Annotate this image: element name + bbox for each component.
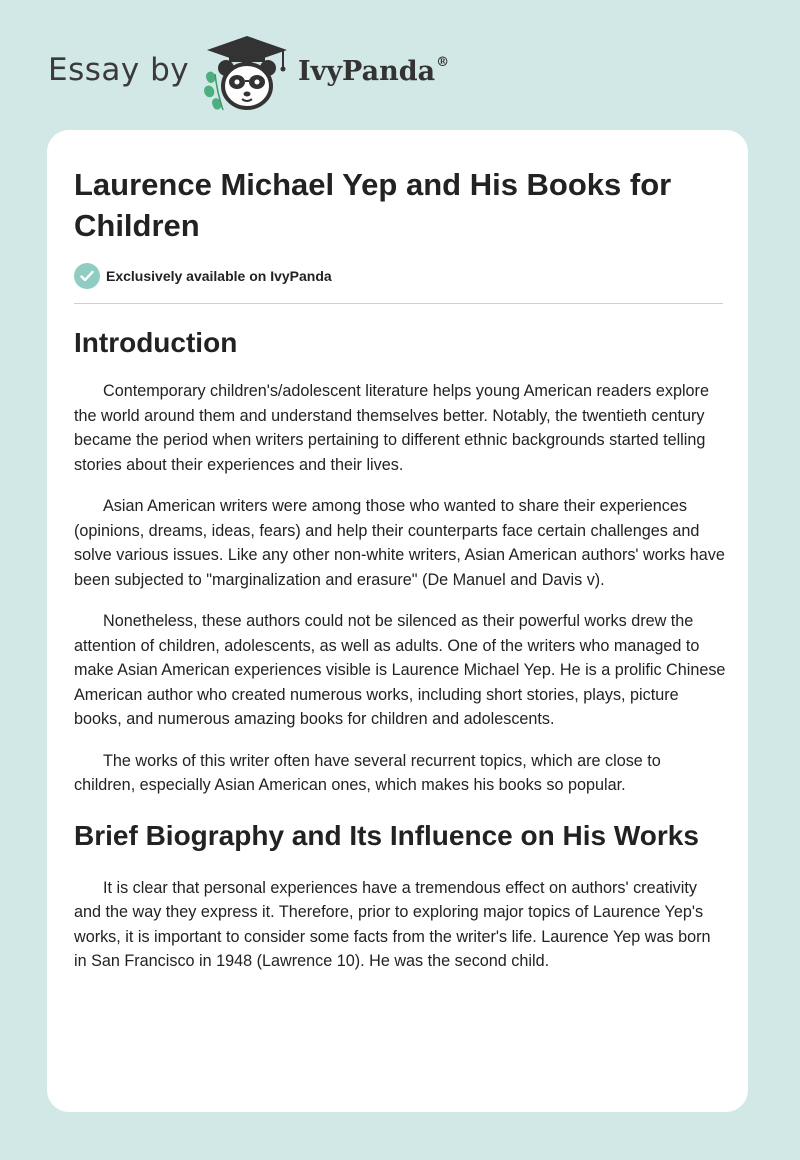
- title-divider: [74, 303, 723, 304]
- check-circle-icon: [74, 263, 100, 289]
- page-title: Laurence Michael Yep and His Books for Children: [74, 167, 672, 243]
- section-heading-biography: Brief Biography and Its Influence on His Works: [74, 819, 699, 851]
- paragraph: Contemporary children's/adolescent literature helps young American readers explore the world around them and understand themselves better. Notably, the twentieth century became the period when writers pertaining to different ethnic backgrounds started telling stories about their experiences and their lives.: [74, 382, 709, 474]
- essay-card: [47, 130, 748, 1112]
- trademark-symbol: ®: [436, 55, 450, 70]
- paragraph: The works of this writer often have several recurrent topics, which are close to children, especially Asian American ones, which makes his books so popular.: [74, 751, 661, 794]
- essay-by-label: Essay by: [48, 52, 190, 88]
- essay-body: [74, 323, 726, 974]
- exclusive-badge: [74, 263, 332, 289]
- brand-text: IvyPanda: [298, 56, 436, 87]
- paragraph: Nonetheless, these authors could not be silenced as their powerful works drew the attention of children, adolescents, as well as adults. One of the writers who managed to make Asian American experiences visible is Laurence Michael Yep. He is a prolific Chinese American author who created numerous works, including short stories, plays, picture books, and numerous amazing books for children and adolescents.: [74, 612, 726, 728]
- section-heading-introduction: Introduction: [74, 327, 238, 358]
- site-header: [48, 34, 568, 114]
- paragraph: It is clear that personal experiences have a tremendous effect on authors' creativity and the way they express it. Therefore, prior to exploring major topics of Laurence Yep's works, it is important to consider some facts from the writer's life. Laurence Yep was born in San Francisco in 1948 (Lawrence 10). He was the second child.: [74, 878, 711, 970]
- panda-graduate-logo-icon[interactable]: [201, 34, 293, 114]
- paragraph: Asian American writers were among those who wanted to share their experiences (opinions, dreams, ideas, fears) and help their counterparts face certain challenges and solve various issues. Like any other non-white writers, Asian American authors' works have been subjected to "marginalization and erasure" (De Manuel and Davis v).: [74, 497, 725, 589]
- exclusive-badge-label: Exclusively available on IvyPanda: [106, 268, 332, 284]
- brand-name[interactable]: [298, 56, 449, 87]
